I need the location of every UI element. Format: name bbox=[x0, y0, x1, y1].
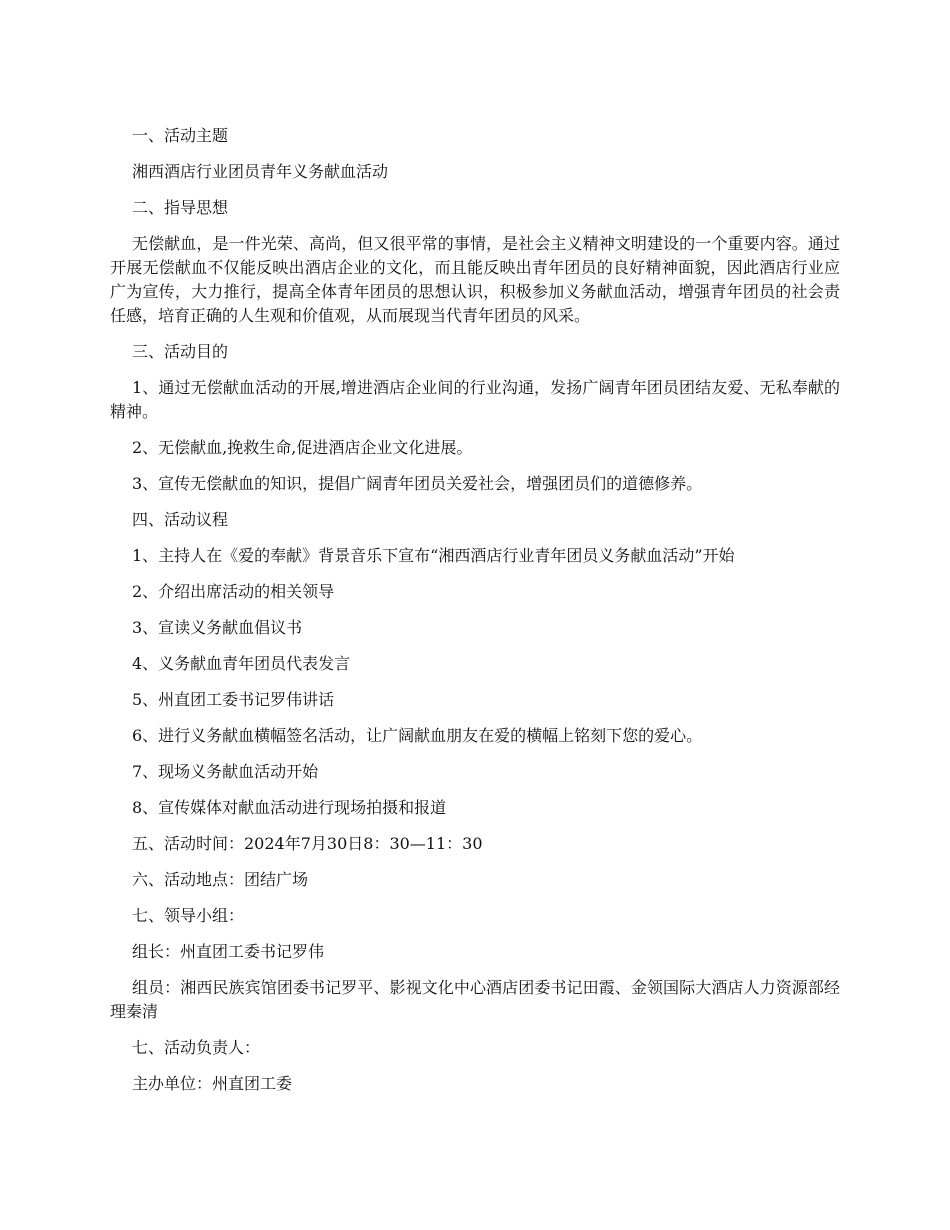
agenda-item-4: 4、义务献血青年团员代表发言 bbox=[132, 654, 351, 673]
agenda-item-8: 8、宣传媒体对献血活动进行现场拍摄和报道 bbox=[132, 798, 447, 817]
section-heading-responsible: 七、活动负责人： bbox=[132, 1038, 261, 1057]
section-heading-purpose: 三、活动目的 bbox=[132, 342, 229, 361]
theme-text: 湘西酒店行业团员青年义务献血活动 bbox=[132, 162, 389, 181]
purpose-item-1: 1、通过无偿献血活动的开展,增进酒店企业间的行业沟通，发扬广阔青年团员团结友爱、无私奉献的精神。 bbox=[110, 378, 840, 421]
section-heading-agenda: 四、活动议程 bbox=[132, 510, 229, 529]
section-heading-guiding-idea: 二、指导思想 bbox=[132, 198, 229, 217]
section-heading-time: 五、活动时间：2024年7月30日8：30—11：30 bbox=[132, 834, 483, 853]
leader-text: 组长：州直团工委书记罗伟 bbox=[132, 942, 325, 961]
purpose-item-3: 3、宣传无偿献血的知识，提倡广阔青年团员关爱社会，增强团员们的道德修养。 bbox=[132, 474, 703, 493]
section-heading-leadership-group: 七、领导小组： bbox=[132, 906, 245, 925]
section-heading-theme: 一、活动主题 bbox=[132, 126, 229, 145]
agenda-item-7: 7、现场义务献血活动开始 bbox=[132, 762, 319, 781]
agenda-item-5: 5、州直团工委书记罗伟讲话 bbox=[132, 690, 335, 709]
guiding-idea-text: 无偿献血，是一件光荣、高尚，但又很平常的事情，是社会主义精神文明建设的一个重要内容。通过开展无偿献血不仅能反映出酒店企业的文化，而且能反映出青年团员的良好精神面貌，因此酒店行业应广为宣传，大力推行，提高全体青年团员的思想认识，积极参加义务献血活动，增强青年团员的社会责任感，培育正确的人生观和价值观，从而展现当代青年团员的风采。 bbox=[110, 234, 840, 325]
agenda-item-3: 3、宣读义务献血倡议书 bbox=[132, 618, 303, 637]
agenda-item-6: 6、进行义务献血横幅签名活动，让广阔献血朋友在爱的横幅上铭刻下您的爱心。 bbox=[132, 726, 703, 745]
purpose-item-2: 2、无偿献血,挽救生命,促进酒店企业文化进展。 bbox=[132, 438, 473, 457]
members-text: 组员：湘西民族宾馆团委书记罗平、影视文化中心酒店团委书记田霞、金领国际大酒店人力资源部经理秦清 bbox=[110, 978, 840, 1021]
agenda-item-1: 1、主持人在《爱的奉献》背景音乐下宣布“湘西酒店行业青年团员义务献血活动”开始 bbox=[132, 546, 735, 565]
section-heading-location: 六、活动地点：团结广场 bbox=[132, 870, 309, 889]
organizer-text: 主办单位：州直团工委 bbox=[132, 1074, 293, 1093]
agenda-item-2: 2、介绍出席活动的相关领导 bbox=[132, 582, 335, 601]
